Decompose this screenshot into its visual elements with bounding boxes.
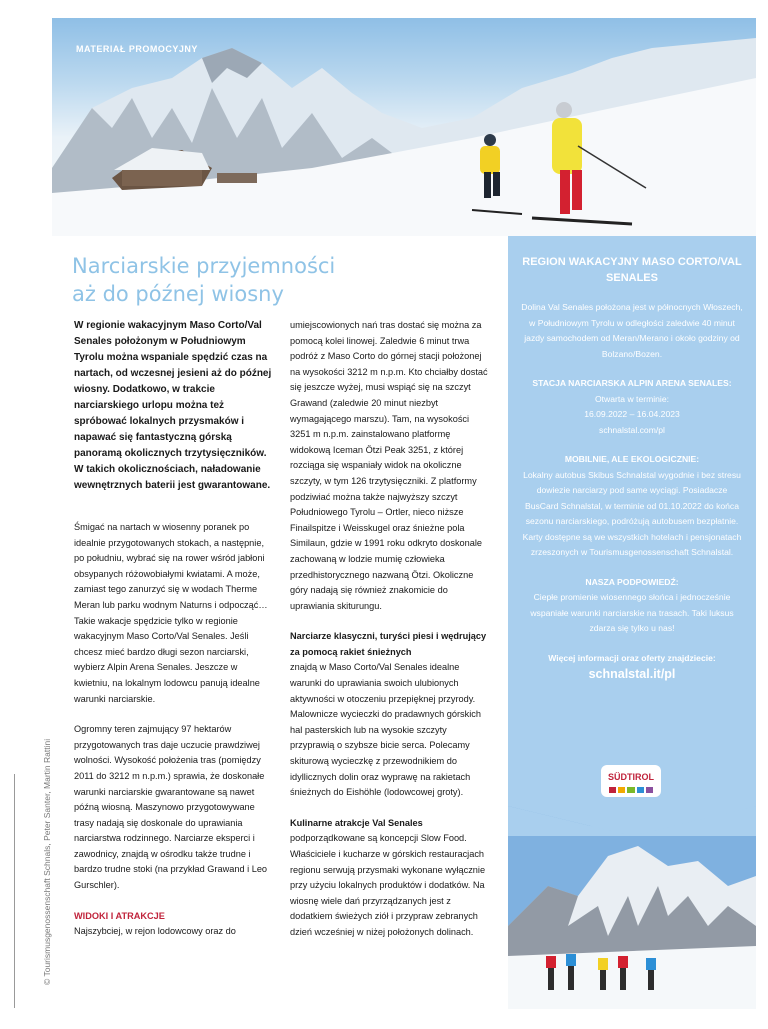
title-line-2: aż do późnej wiosny	[72, 282, 284, 306]
panel-more-info: Więcej informacji oraz oferty znajdziecie:	[548, 652, 716, 663]
section-heading: WIDOKI I ATRAKCJE	[74, 910, 165, 921]
logo-color-bars	[609, 787, 653, 793]
panel-text: Lokalny autobus Skibus Schnalstal wygodnie i bez stresu dowiezie narciarzy pod same wyciągi. Posiadacze BusCard Schnalstal, w terminie od 01.10.2022 do końca sezonu narciarskiego, podróżują autobusem bezpłatnie. Karty dostępne są we wszystkich hotelach i pensjonatach zrzeszonych w Tourismusgenossenschaft Schnalstal.	[522, 469, 742, 557]
panel-text: Otwarta w terminie:	[594, 393, 670, 404]
sudtirol-logo	[601, 765, 661, 797]
paragraph: znajdą w Maso Corto/Val Senales idealne warunki do uprawiania swoich ulubionych aktywności w otoczeniu przepięknej przyrody. Malownicze wycieczki do pradawnych górskich hal pasterskich lub na wysokie szczyty przyprawią o szybsze bicie serca. Polecamy skiturową wycieczkę z przewodnikiem do idyllicznych dolin oraz wyprawę na rakietach śnieżnych do Eishöhle (lodowcowej groty).	[290, 662, 481, 798]
paragraph: umiejscowionych nań tras dostać się można za pomocą kolei linowej. Zaledwie 6 minut trwa podróż z Maso Corto do górnej stacji położonej na wysokości 3212 m n.p.m. Kto chciałby dostać się jeszcze wyżej, musi wspiąć się na szczyt Grawand (zaledwie 20 minut niezbyt wymagającego marszu). Tam, na wysokości 3251 m n.p.m. zainstalowano platformę widokową Iceman Ötzi Peak 3251, z której rozciąga się wspaniały widok na okoliczne szczyty, w tym 126 trzytysięczniki. Z platformy podziwiać można także najwyższy szczyt Południowego Tyrolu – Ortler, nieco niższe Finailspitze i Weisskugel oraz śnieżne pola Similaun, gdzie w 1991 roku odkryto doskonale zachowaną w lodzie mumię człowieka przedhistorycznego nazwaną Ötzi. Okoliczne góry nadają się również znakomicie do uprawiania skiturungu.	[290, 320, 488, 611]
panel-link[interactable]: schnalstal.com/pl	[599, 424, 665, 435]
mountain-group-image	[508, 806, 756, 1009]
lead-paragraph	[74, 318, 272, 494]
panel-heading: REGION WAKACYJNY MASO CORTO/VAL SENALES	[522, 256, 742, 284]
article-column-2	[290, 318, 490, 956]
panel-mobility	[520, 452, 744, 561]
panel-intro: Dolina Val Senales położona jest w północnych Włoszech, w Południowym Tyrolu w odległości zaledwie 40 minut jazdy samochodem od Meran/Merano i około godziny od Bolzano/Bozen.	[521, 302, 743, 359]
section-heading: Narciarze klasyczni, turyści piesi i wędrujący za pomocą rakiet śnieżnych	[290, 631, 487, 657]
logo-text: SÜDTIROL	[608, 772, 654, 782]
panel-subheading: NASZA PODPOWIEDŹ:	[585, 576, 679, 587]
hero-photo	[52, 18, 756, 236]
paragraph: Śmigać na nartach w wiosenny poranek po idealnie przygotowanych stokach, a następnie, po południu, wybrać się na rower wśród jabłoni obsypanych różowobiałymi kwiatami. A może, zamiast tego zanurzyć się w wodach Therme Meran lub parku wodnym Naturns i odpocząć… Takie wakacje spędzicie tylko w regionie wakacyjnym Maso Corto/Val Senales. Jeśli chcesz mieć bardzo długi sezon narciarski, wybierz Alpin Arena Senales. Jeszcze w kwietniu, na lokalnym lodowcu panują idealne warunki narciarskie.	[74, 522, 268, 704]
paragraph: Najszybciej, w rejon lodowcowy oraz do	[74, 926, 236, 937]
lead-text: W regionie wakacyjnym Maso Corto/Val Senales położonym w Południowym Tyrolu można wspaniale spędzić czas na nartach, od wczesnej jesieni aż do późnej wiosny. Dodatkowo, w trakcie narciarskiego urlopu można też spróbować lokalnych przysmaków i napawać się fantastyczną górską panoramą okolicznych trzytysięczników. W takich okolicznościach, naładowanie wewnętrznych baterii jest gwarantowane.	[74, 320, 272, 491]
promo-label: MATERIAŁ PROMOCYJNY	[76, 44, 198, 54]
panel-tip	[520, 575, 744, 637]
info-panel-content	[520, 254, 744, 683]
section-heading: Kulinarne atrakcje Val Senales	[290, 817, 423, 828]
article-title	[72, 252, 392, 308]
title-line-1: Narciarskie przyjemności	[72, 254, 336, 278]
panel-ski-station	[520, 376, 744, 438]
panel-url[interactable]: schnalstal.it/pl	[588, 667, 676, 681]
paragraph: Ogromny teren zajmujący 97 hektarów przygotowanych tras daje uczucie prawdziwej wolności. Wysokość położenia tras (pomiędzy 2011 do 3212 m n.p.m.) sprawia, że doskonałe warunki narciarskie gwarantowane są nawet późną wiosną. Maszynowo przygotowywane trasy nadają się doskonale do uprawiania narciarstwa rodzinnego. Narciarze eksperci i zawodnicy, znajdą w ośrodku także trudne i bardzo trudne stoki (na przykład Grawand i Leo Gurschler).	[74, 724, 268, 891]
paragraph: podporządkowane są koncepcji Slow Food. Właściciele i kucharze w górskich restauracjach regionu serwują przysmaki wykonane wyłącznie przy użyciu lokalnych produktów i dodatków. Na wiosnę wiele dań przyrządzanych jest z dodatkiem świeżych ziół i przypraw zebranych dzień wcześniej w niżej położonych dolinach.	[290, 833, 486, 937]
panel-subheading: MOBILNIE, ALE EKOLOGICZNIE:	[564, 454, 700, 464]
photo-credit: © Tourismusgenossenschaft Schnals, Peter Santer, Martin Rattini	[42, 738, 52, 985]
mountain-photo	[508, 806, 756, 1009]
panel-dates: 16.09.2022 – 16.04.2023	[584, 409, 680, 419]
panel-text: Ciepłe promienie wiosennego słońca i jednocześnie wspaniałe warunki narciarskie na trasach. Taki luksus zdarza się tylko u nas!	[530, 592, 734, 633]
panel-subheading: STACJA NARCIARSKA ALPIN ARENA SENALES:	[532, 378, 732, 388]
divider-line	[14, 774, 15, 1008]
article-column-1	[74, 318, 272, 940]
